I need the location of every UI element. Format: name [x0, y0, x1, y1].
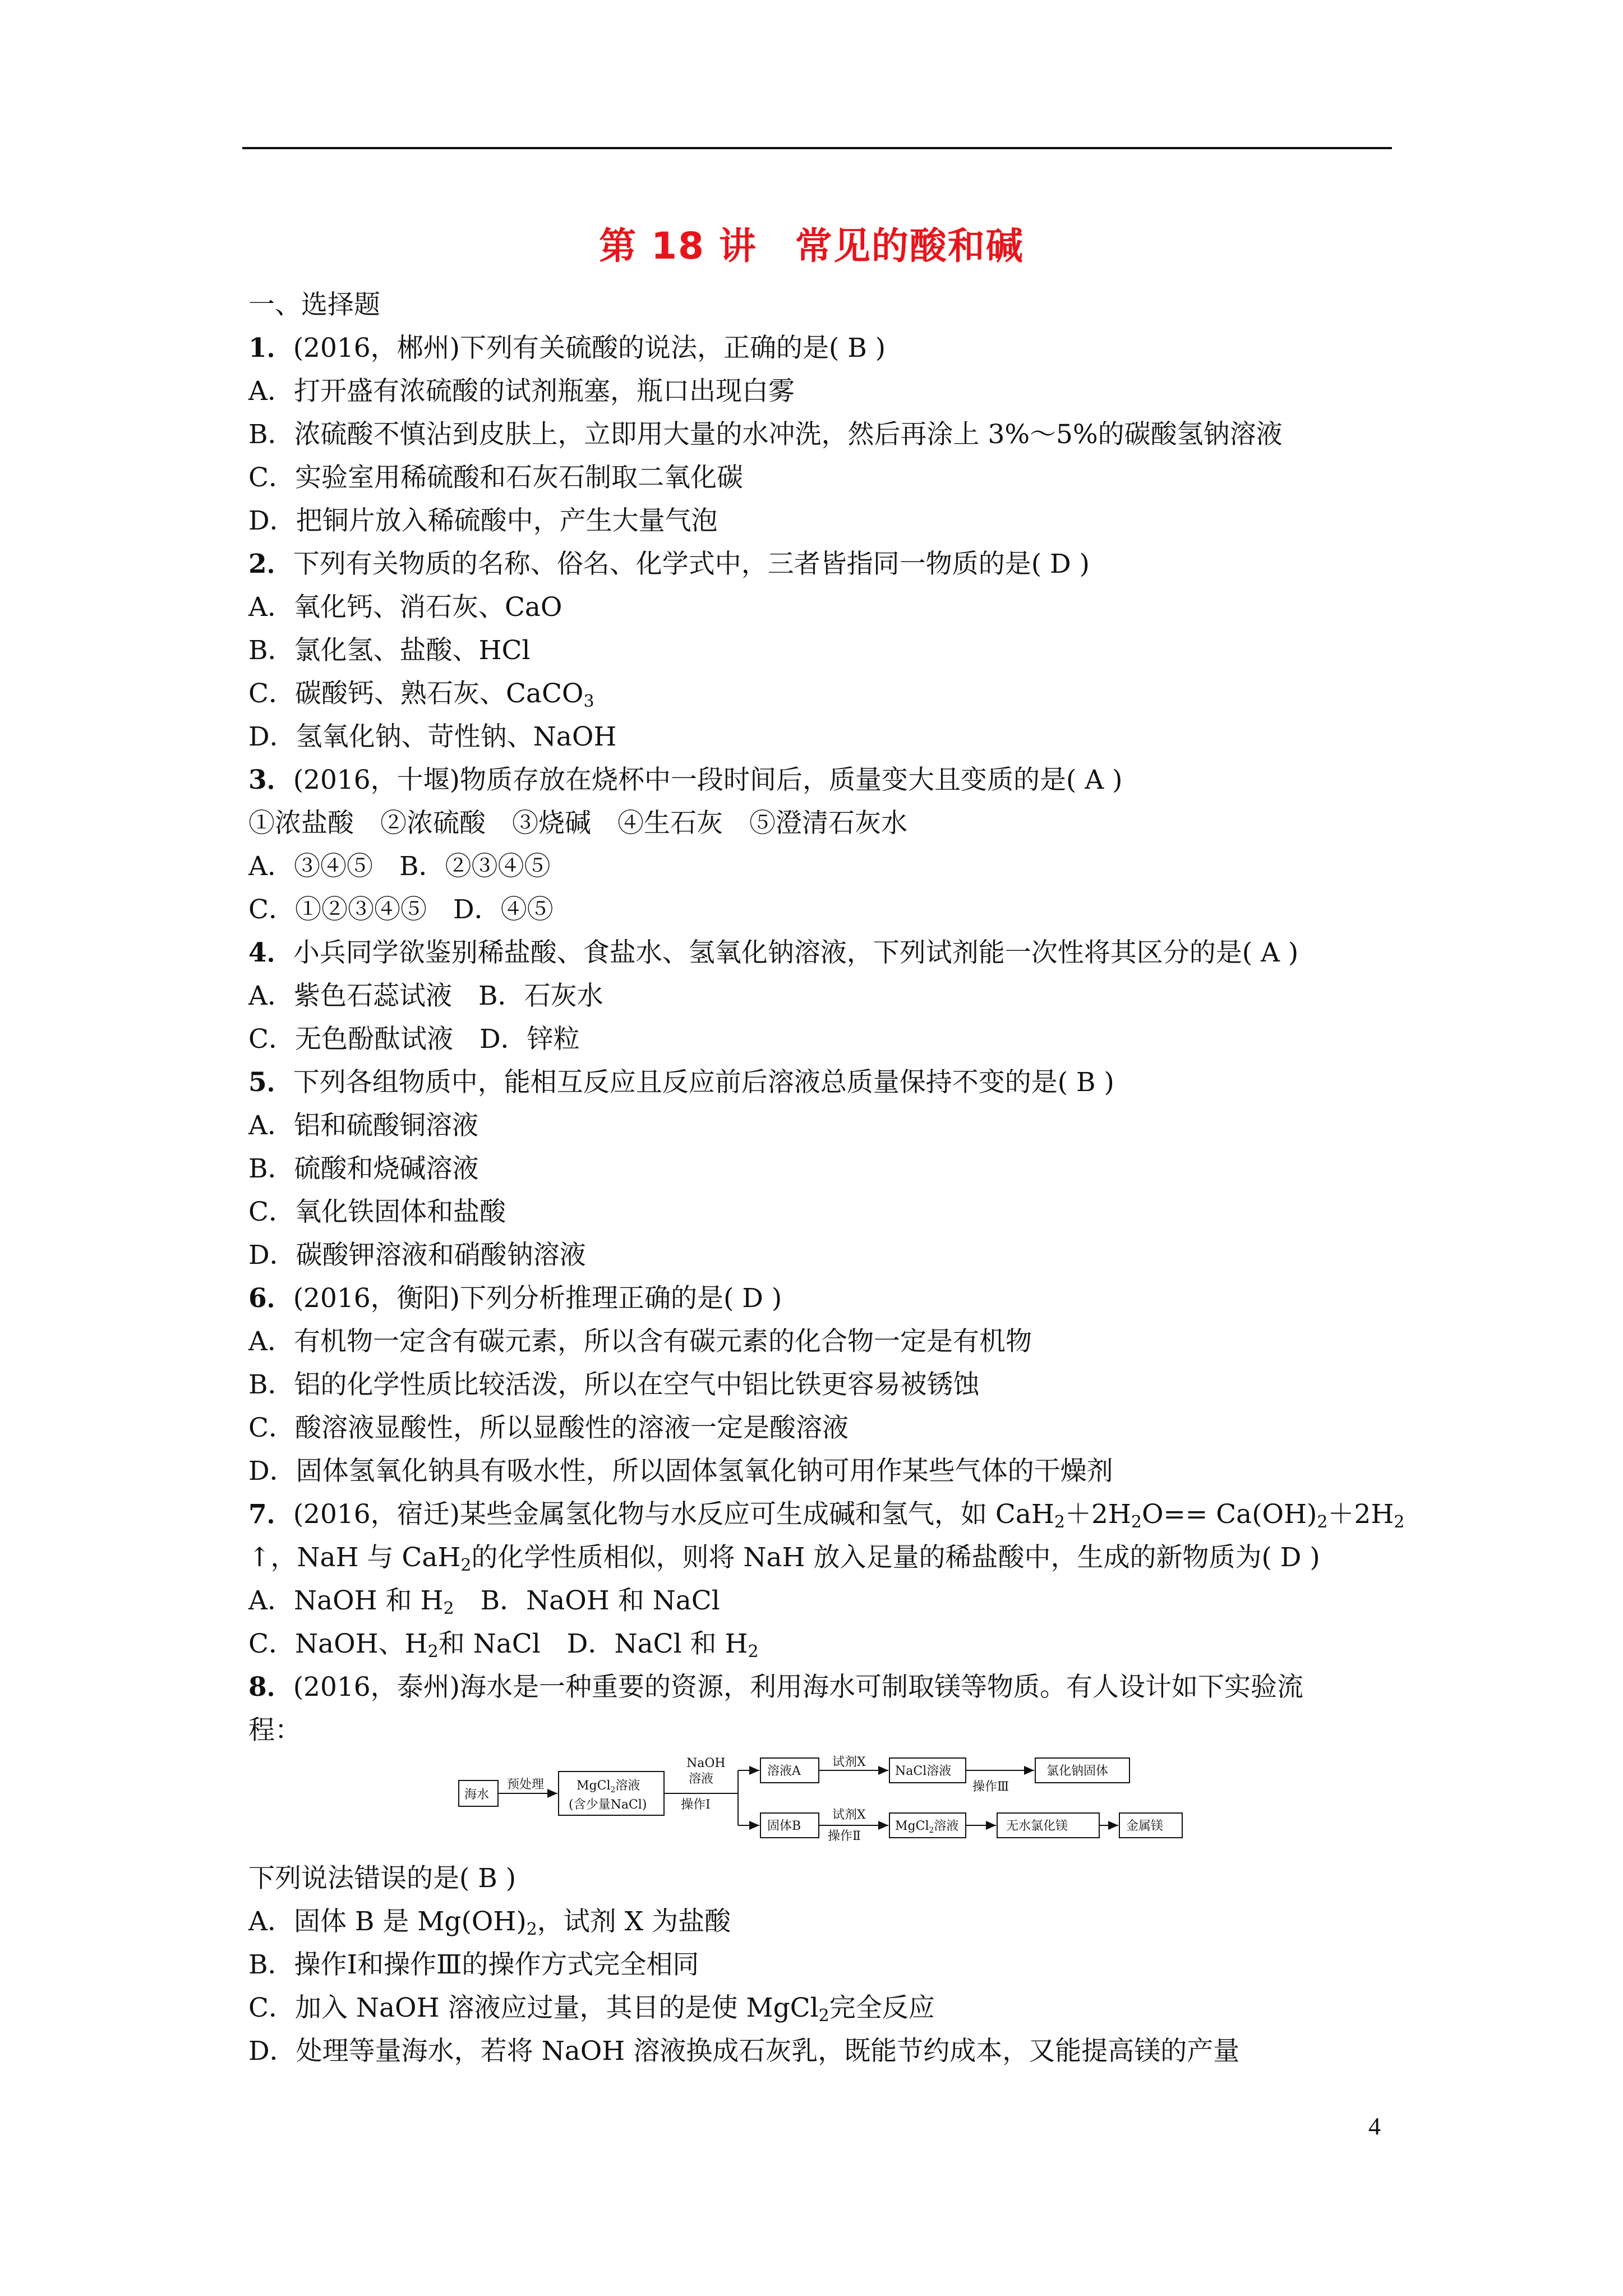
option-d: D．氢氧化钠、苛性钠、NaOH [248, 721, 617, 752]
question-8 [248, 1665, 1395, 1709]
question-number: 8． [248, 1672, 293, 1703]
options-ab: A．③④⑤ B．②③④⑤ [248, 851, 551, 882]
option-c: C．实验室用稀硫酸和石灰石制取二氧化碳 [248, 462, 743, 493]
options-ab [248, 1579, 1395, 1622]
question-stem: (2016，衡阳)下列分析推理正确的是( D ) [293, 1283, 782, 1314]
solution-text: 溶液 [934, 1819, 959, 1833]
label-seawater: 海水 [464, 1788, 490, 1802]
label-solid-b: 固体B [767, 1819, 801, 1833]
option-text: C．碳酸钙、熟石灰、CaCO [248, 678, 584, 709]
option-c [248, 1986, 1395, 2030]
options-ab: A．紫色石蕊试液 B．石灰水 [248, 981, 603, 1011]
question-stem: 下列各组物质中，能相互反应且反应前后溶液总质量保持不变的是( B ) [293, 1067, 1114, 1098]
option-b: B．硫酸和烧碱溶液 [248, 1153, 479, 1184]
label-mgcl2 [577, 1779, 640, 1795]
option-d: D．固体氢氧化钠具有吸水性，所以固体氢氧化钠可用作某些气体的干燥剂 [248, 1456, 1113, 1487]
stem-part: O== Ca(OH) [1141, 1499, 1317, 1530]
question-2 [248, 542, 1395, 586]
document-body [248, 283, 1405, 2073]
question-number: 7． [248, 1499, 293, 1530]
substance-list: ①浓盐酸 ②浓硫酸 ③烧碱 ④生石灰 ⑤澄清石灰水 [248, 808, 907, 839]
page-title: 第 18 讲 常见的酸和碱 [599, 224, 1024, 268]
subscript: 2 [748, 1642, 759, 1662]
question-number: 2． [248, 549, 293, 579]
label-nacl-solid: 氯化钠固体 [1046, 1764, 1109, 1778]
option-b: B．氯化氢、盐酸、HCl [248, 635, 531, 666]
option-b: B．铝的化学性质比较活泼，所以在空气中铝比铁更容易被锈蚀 [248, 1369, 980, 1400]
subscript: 2 [460, 1556, 472, 1575]
section-heading: 一、选择题 [248, 289, 380, 320]
option-text: C．NaOH、H [248, 1628, 428, 1659]
solution-text: 溶液 [615, 1779, 640, 1793]
question-7 [248, 1493, 1405, 1536]
label-metal-mg: 金属镁 [1126, 1819, 1164, 1833]
option-a [248, 1900, 1395, 1943]
question-stem: (2016，十堰)物质存放在烧杯中一段时间后，质量变大且变质的是( A ) [293, 765, 1123, 795]
header-rule [242, 147, 1392, 149]
stem-part: ＋2H [1065, 1499, 1131, 1530]
stem-part: (2016，宿迁)某些金属氢化物与水反应可生成碱和氢气，如 CaH [293, 1499, 1054, 1530]
label-anhydrous-mgcl2: 无水氯化镁 [1006, 1819, 1068, 1833]
stem-part: ↑，NaH 与 CaH [248, 1542, 461, 1573]
question-number: 1． [248, 333, 293, 364]
label-naoh-solution: 溶液 [689, 1772, 714, 1786]
option-a: A．有机物一定含有碳元素，所以含有碳元素的化合物一定是有机物 [248, 1326, 1032, 1357]
subscript: 2 [818, 2006, 829, 2026]
subscript: 2 [1317, 1512, 1328, 1532]
question-3 [248, 758, 1395, 802]
label-op3: 操作Ⅲ [972, 1780, 1009, 1794]
question-5 [248, 1061, 1395, 1104]
flow-diagram [248, 1755, 1395, 1844]
question-number: 5． [248, 1067, 293, 1098]
label-pretreat: 预处理 [507, 1778, 545, 1792]
subscript: 2 [427, 1642, 439, 1662]
subscript: 2 [526, 1920, 537, 1939]
question-stem: (2016，泰州)海水是一种重要的资源，利用海水可制取镁等物质。有人设计如下实验流 [293, 1672, 1303, 1703]
question-1 [248, 326, 1395, 370]
question-number: 3． [248, 765, 293, 795]
question-4 [248, 931, 1395, 974]
label-op2: 操作Ⅱ [828, 1829, 861, 1843]
question-8-cont: 程： [248, 1715, 301, 1746]
option-c: C．氧化铁固体和盐酸 [248, 1197, 506, 1227]
options-cd [248, 1622, 1395, 1665]
subscript: 2 [610, 1786, 616, 1795]
label-reagent-x-top: 试剂X [832, 1755, 866, 1769]
label-mgcl2-solution [895, 1819, 958, 1835]
option-text: B．NaOH 和 NaCl [454, 1585, 720, 1616]
question-8-ask: 下列说法错误的是( B ) [248, 1863, 517, 1894]
options-cd: C．无色酚酞试液 D．锌粒 [248, 1024, 580, 1055]
option-text: C．加入 NaOH 溶液应过量，其目的是使 MgCl [248, 1993, 819, 2023]
mgcl2-text: MgCl [577, 1779, 611, 1793]
option-a: A．打开盛有浓硫酸的试剂瓶塞，瓶口出现白雾 [248, 376, 795, 407]
stem-part: ＋2H [1327, 1499, 1394, 1530]
option-text: ，试剂 X 为盐酸 [537, 1906, 731, 1937]
label-op1: 操作Ⅰ [681, 1798, 711, 1812]
option-b: B．操作Ⅰ和操作Ⅲ的操作方式完全相同 [248, 1949, 699, 1980]
question-number: 6． [248, 1283, 293, 1314]
page-number: 4 [1368, 2113, 1381, 2140]
question-number: 4． [248, 937, 293, 968]
subscript: 2 [1131, 1512, 1142, 1532]
option-d: D．把铜片放入稀硫酸中，产生大量气泡 [248, 505, 718, 536]
question-7-cont [248, 1536, 1395, 1579]
question-6 [248, 1277, 1395, 1320]
option-text: 和 NaCl D．NaCl 和 H [438, 1628, 748, 1659]
label-naoh: NaOH [686, 1756, 726, 1770]
option-text: A．固体 B 是 Mg(OH) [248, 1906, 527, 1937]
subscript: 2 [1054, 1512, 1065, 1532]
label-nacl-solution: NaCl溶液 [895, 1764, 952, 1778]
subscript: 2 [1394, 1512, 1405, 1532]
stem-part: 的化学性质相似，则将 NaH 放入足量的稀盐酸中，生成的新物质为( D ) [471, 1542, 1320, 1573]
option-text: A．NaOH 和 H [248, 1585, 444, 1616]
label-reagent-x-bottom: 试剂X [832, 1808, 866, 1822]
question-stem: 小兵同学欲鉴别稀盐酸、食盐水、氢氧化钠溶液，下列试剂能一次性将其区分的是( A ) [293, 937, 1299, 968]
label-with-nacl: (含少量NaCl) [569, 1798, 647, 1812]
option-a: A．氧化钙、消石灰、CaO [248, 592, 562, 623]
question-stem: (2016，郴州)下列有关硫酸的说法，正确的是( B ) [293, 333, 886, 364]
mgcl2-text: MgCl [895, 1819, 929, 1833]
option-text: 完全反应 [829, 1993, 935, 2023]
subscript: 3 [583, 692, 594, 711]
subscript: 2 [443, 1599, 454, 1618]
option-a: A．铝和硫酸铜溶液 [248, 1110, 478, 1141]
option-c: C．酸溶液显酸性，所以显酸性的溶液一定是酸溶液 [248, 1412, 849, 1443]
option-c [248, 672, 1395, 715]
question-stem: 下列有关物质的名称、俗名、化学式中，三者皆指同一物质的是( D ) [293, 549, 1090, 579]
option-d: D．碳酸钾溶液和硝酸钠溶液 [248, 1240, 586, 1271]
option-b: B．浓硫酸不慎沾到皮肤上，立即用大量的水冲洗，然后再涂上 3%～5%的碳酸氢钠溶液 [248, 419, 1283, 450]
options-cd: C．①②③④⑤ D．④⑤ [248, 894, 554, 925]
label-solution-a: 溶液A [767, 1764, 801, 1778]
subscript: 2 [929, 1826, 934, 1835]
option-d: D．处理等量海水，若将 NaOH 溶液换成石灰乳，既能节约成本，又能提高镁的产量 [248, 2036, 1240, 2067]
